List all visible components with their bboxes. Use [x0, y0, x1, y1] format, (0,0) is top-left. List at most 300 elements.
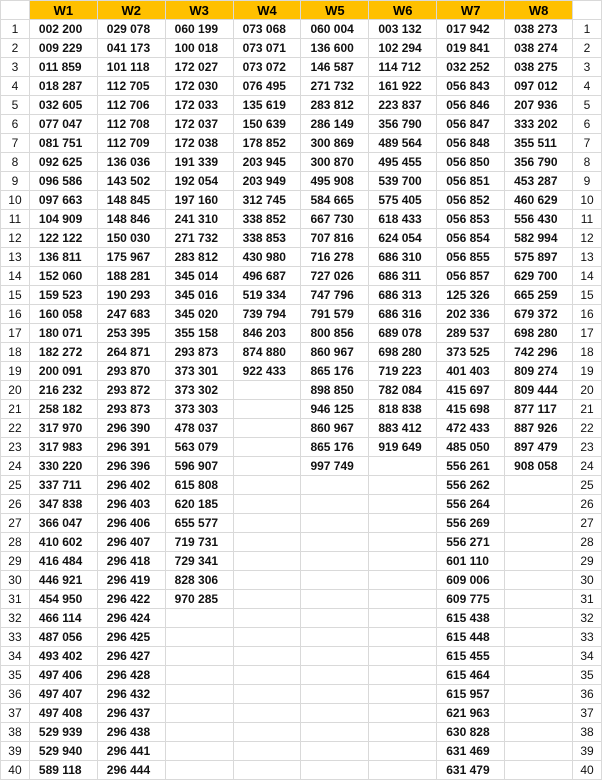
table-cell-w3[interactable]: 828 306	[165, 571, 233, 590]
table-cell-w4[interactable]: 178 852	[233, 134, 301, 153]
table-cell-w4[interactable]	[233, 571, 301, 590]
table-cell-w7[interactable]: 415 697	[437, 381, 505, 400]
table-cell-w4[interactable]: 150 639	[233, 115, 301, 134]
table-cell-w1[interactable]: 104 909	[29, 210, 97, 229]
table-cell-w3[interactable]: 192 054	[165, 172, 233, 191]
table-cell-w7[interactable]: 056 847	[437, 115, 505, 134]
table-cell-w6[interactable]	[369, 628, 437, 647]
table-cell-w5[interactable]: 136 600	[301, 39, 369, 58]
table-cell-w2[interactable]: 175 967	[97, 248, 165, 267]
table-cell-w6[interactable]: 223 837	[369, 96, 437, 115]
table-cell-w8[interactable]: 877 117	[505, 400, 573, 419]
table-cell-w2[interactable]: 296 418	[97, 552, 165, 571]
table-cell-w2[interactable]: 296 390	[97, 419, 165, 438]
table-cell-w8[interactable]: 908 058	[505, 457, 573, 476]
table-cell-w7[interactable]: 556 262	[437, 476, 505, 495]
table-cell-w5[interactable]	[301, 571, 369, 590]
table-cell-w8[interactable]	[505, 590, 573, 609]
table-cell-w4[interactable]	[233, 685, 301, 704]
table-cell-w2[interactable]: 112 705	[97, 77, 165, 96]
table-cell-w5[interactable]	[301, 647, 369, 666]
table-cell-w3[interactable]: 563 079	[165, 438, 233, 457]
table-cell-w8[interactable]	[505, 666, 573, 685]
table-cell-w7[interactable]: 615 455	[437, 647, 505, 666]
table-cell-w2[interactable]: 148 845	[97, 191, 165, 210]
table-cell-w3[interactable]: 620 185	[165, 495, 233, 514]
table-cell-w5[interactable]: 495 908	[301, 172, 369, 191]
table-cell-w3[interactable]	[165, 666, 233, 685]
table-cell-w5[interactable]	[301, 590, 369, 609]
table-cell-w2[interactable]: 296 402	[97, 476, 165, 495]
table-cell-w5[interactable]: 860 967	[301, 419, 369, 438]
table-cell-w1[interactable]: 077 047	[29, 115, 97, 134]
table-cell-w7[interactable]: 056 855	[437, 248, 505, 267]
table-cell-w8[interactable]	[505, 495, 573, 514]
table-cell-w8[interactable]: 556 430	[505, 210, 573, 229]
table-cell-w4[interactable]	[233, 476, 301, 495]
table-cell-w3[interactable]: 373 303	[165, 400, 233, 419]
table-cell-w2[interactable]: 296 391	[97, 438, 165, 457]
table-cell-w2[interactable]: 041 173	[97, 39, 165, 58]
table-cell-w1[interactable]: 097 663	[29, 191, 97, 210]
table-cell-w7[interactable]: 615 464	[437, 666, 505, 685]
table-cell-w6[interactable]: 003 132	[369, 20, 437, 39]
table-cell-w8[interactable]	[505, 742, 573, 761]
table-cell-w7[interactable]: 056 848	[437, 134, 505, 153]
table-cell-w8[interactable]: 809 274	[505, 362, 573, 381]
table-cell-w6[interactable]	[369, 666, 437, 685]
table-cell-w1[interactable]: 018 287	[29, 77, 97, 96]
table-cell-w6[interactable]	[369, 647, 437, 666]
table-cell-w8[interactable]	[505, 761, 573, 780]
table-cell-w6[interactable]	[369, 476, 437, 495]
table-cell-w1[interactable]: 487 056	[29, 628, 97, 647]
table-cell-w2[interactable]: 296 406	[97, 514, 165, 533]
table-cell-w7[interactable]: 056 857	[437, 267, 505, 286]
table-cell-w8[interactable]: 333 202	[505, 115, 573, 134]
table-cell-w2[interactable]: 101 118	[97, 58, 165, 77]
table-cell-w2[interactable]: 296 396	[97, 457, 165, 476]
table-cell-w2[interactable]: 296 403	[97, 495, 165, 514]
table-cell-w3[interactable]: 100 018	[165, 39, 233, 58]
table-cell-w8[interactable]	[505, 552, 573, 571]
table-cell-w1[interactable]: 497 407	[29, 685, 97, 704]
table-cell-w7[interactable]: 615 438	[437, 609, 505, 628]
table-cell-w8[interactable]	[505, 514, 573, 533]
table-cell-w3[interactable]: 970 285	[165, 590, 233, 609]
table-cell-w1[interactable]: 466 114	[29, 609, 97, 628]
table-cell-w5[interactable]	[301, 609, 369, 628]
table-cell-w6[interactable]: 689 078	[369, 324, 437, 343]
table-cell-w7[interactable]: 202 336	[437, 305, 505, 324]
table-cell-w1[interactable]: 009 229	[29, 39, 97, 58]
table-cell-w1[interactable]: 122 122	[29, 229, 97, 248]
table-cell-w7[interactable]: 289 537	[437, 324, 505, 343]
table-cell-w5[interactable]	[301, 495, 369, 514]
table-cell-w4[interactable]: 203 949	[233, 172, 301, 191]
table-cell-w7[interactable]: 609 775	[437, 590, 505, 609]
table-cell-w3[interactable]: 283 812	[165, 248, 233, 267]
table-cell-w2[interactable]: 143 502	[97, 172, 165, 191]
table-cell-w2[interactable]: 112 709	[97, 134, 165, 153]
table-cell-w2[interactable]: 296 427	[97, 647, 165, 666]
table-cell-w2[interactable]: 293 872	[97, 381, 165, 400]
table-cell-w7[interactable]: 630 828	[437, 723, 505, 742]
table-cell-w7[interactable]: 373 525	[437, 343, 505, 362]
table-cell-w4[interactable]: 076 495	[233, 77, 301, 96]
table-cell-w5[interactable]: 667 730	[301, 210, 369, 229]
table-cell-w5[interactable]: 146 587	[301, 58, 369, 77]
table-cell-w1[interactable]: 317 970	[29, 419, 97, 438]
table-cell-w2[interactable]: 296 437	[97, 704, 165, 723]
table-cell-w1[interactable]: 416 484	[29, 552, 97, 571]
table-cell-w3[interactable]: 172 037	[165, 115, 233, 134]
table-cell-w5[interactable]	[301, 552, 369, 571]
column-header-w5[interactable]: W5	[301, 1, 369, 20]
column-header-w4[interactable]: W4	[233, 1, 301, 20]
table-cell-w7[interactable]: 056 843	[437, 77, 505, 96]
table-cell-w5[interactable]	[301, 723, 369, 742]
table-cell-w4[interactable]: 073 068	[233, 20, 301, 39]
table-cell-w5[interactable]	[301, 761, 369, 780]
column-header-w8[interactable]: W8	[505, 1, 573, 20]
table-cell-w2[interactable]: 296 444	[97, 761, 165, 780]
table-cell-w8[interactable]	[505, 704, 573, 723]
table-cell-w8[interactable]: 356 790	[505, 153, 573, 172]
table-cell-w7[interactable]: 415 698	[437, 400, 505, 419]
table-cell-w7[interactable]: 556 261	[437, 457, 505, 476]
table-cell-w5[interactable]	[301, 533, 369, 552]
table-cell-w8[interactable]: 355 511	[505, 134, 573, 153]
table-cell-w7[interactable]: 621 963	[437, 704, 505, 723]
table-cell-w3[interactable]	[165, 609, 233, 628]
table-cell-w4[interactable]: 338 852	[233, 210, 301, 229]
table-cell-w4[interactable]	[233, 609, 301, 628]
table-cell-w7[interactable]: 056 852	[437, 191, 505, 210]
table-cell-w2[interactable]: 296 422	[97, 590, 165, 609]
table-cell-w3[interactable]	[165, 723, 233, 742]
table-cell-w2[interactable]: 296 424	[97, 609, 165, 628]
table-cell-w4[interactable]	[233, 666, 301, 685]
table-cell-w4[interactable]	[233, 742, 301, 761]
column-header-w3[interactable]: W3	[165, 1, 233, 20]
table-cell-w2[interactable]: 150 030	[97, 229, 165, 248]
table-cell-w1[interactable]: 092 625	[29, 153, 97, 172]
table-cell-w6[interactable]: 719 223	[369, 362, 437, 381]
table-cell-w1[interactable]: 159 523	[29, 286, 97, 305]
table-cell-w7[interactable]: 556 264	[437, 495, 505, 514]
table-cell-w6[interactable]: 686 313	[369, 286, 437, 305]
table-cell-w2[interactable]: 293 873	[97, 400, 165, 419]
table-cell-w8[interactable]: 097 012	[505, 77, 573, 96]
table-cell-w1[interactable]: 200 091	[29, 362, 97, 381]
table-cell-w7[interactable]: 125 326	[437, 286, 505, 305]
table-cell-w3[interactable]	[165, 742, 233, 761]
table-cell-w1[interactable]: 160 058	[29, 305, 97, 324]
table-cell-w1[interactable]: 529 939	[29, 723, 97, 742]
table-cell-w2[interactable]: 136 036	[97, 153, 165, 172]
table-cell-w8[interactable]	[505, 723, 573, 742]
table-cell-w6[interactable]	[369, 552, 437, 571]
table-cell-w8[interactable]	[505, 609, 573, 628]
table-cell-w2[interactable]: 293 870	[97, 362, 165, 381]
table-cell-w8[interactable]: 575 897	[505, 248, 573, 267]
table-cell-w5[interactable]: 716 278	[301, 248, 369, 267]
table-cell-w8[interactable]	[505, 533, 573, 552]
table-cell-w4[interactable]	[233, 590, 301, 609]
table-cell-w1[interactable]: 096 586	[29, 172, 97, 191]
table-cell-w8[interactable]: 582 994	[505, 229, 573, 248]
table-cell-w3[interactable]: 373 302	[165, 381, 233, 400]
table-cell-w2[interactable]: 296 441	[97, 742, 165, 761]
table-cell-w2[interactable]: 112 706	[97, 96, 165, 115]
table-cell-w4[interactable]	[233, 628, 301, 647]
table-cell-w4[interactable]	[233, 457, 301, 476]
table-cell-w1[interactable]: 454 950	[29, 590, 97, 609]
table-cell-w7[interactable]: 472 433	[437, 419, 505, 438]
table-cell-w7[interactable]: 056 853	[437, 210, 505, 229]
table-cell-w7[interactable]: 631 469	[437, 742, 505, 761]
table-cell-w5[interactable]: 860 967	[301, 343, 369, 362]
table-cell-w5[interactable]: 800 856	[301, 324, 369, 343]
table-cell-w8[interactable]: 665 259	[505, 286, 573, 305]
table-cell-w3[interactable]: 478 037	[165, 419, 233, 438]
table-cell-w8[interactable]: 897 479	[505, 438, 573, 457]
table-cell-w7[interactable]: 609 006	[437, 571, 505, 590]
table-cell-w7[interactable]: 615 448	[437, 628, 505, 647]
table-cell-w4[interactable]: 496 687	[233, 267, 301, 286]
table-cell-w5[interactable]: 283 812	[301, 96, 369, 115]
table-cell-w3[interactable]	[165, 704, 233, 723]
table-cell-w5[interactable]: 300 870	[301, 153, 369, 172]
table-cell-w1[interactable]: 216 232	[29, 381, 97, 400]
table-cell-w3[interactable]: 729 341	[165, 552, 233, 571]
table-cell-w6[interactable]: 575 405	[369, 191, 437, 210]
table-cell-w1[interactable]: 317 983	[29, 438, 97, 457]
table-cell-w1[interactable]: 446 921	[29, 571, 97, 590]
table-cell-w2[interactable]: 296 428	[97, 666, 165, 685]
table-cell-w6[interactable]: 686 311	[369, 267, 437, 286]
table-cell-w6[interactable]: 618 433	[369, 210, 437, 229]
table-cell-w6[interactable]	[369, 457, 437, 476]
table-cell-w5[interactable]: 584 665	[301, 191, 369, 210]
table-cell-w5[interactable]	[301, 704, 369, 723]
table-cell-w5[interactable]: 060 004	[301, 20, 369, 39]
table-cell-w4[interactable]	[233, 514, 301, 533]
table-cell-w3[interactable]: 172 030	[165, 77, 233, 96]
table-cell-w8[interactable]: 887 926	[505, 419, 573, 438]
table-cell-w1[interactable]: 497 408	[29, 704, 97, 723]
table-cell-w4[interactable]: 135 619	[233, 96, 301, 115]
table-cell-w4[interactable]	[233, 647, 301, 666]
table-cell-w4[interactable]	[233, 400, 301, 419]
table-cell-w1[interactable]: 529 940	[29, 742, 97, 761]
column-header-w2[interactable]: W2	[97, 1, 165, 20]
table-cell-w3[interactable]: 345 014	[165, 267, 233, 286]
column-header-w6[interactable]: W6	[369, 1, 437, 20]
table-cell-w4[interactable]	[233, 438, 301, 457]
table-cell-w3[interactable]: 655 577	[165, 514, 233, 533]
table-cell-w8[interactable]	[505, 647, 573, 666]
table-cell-w5[interactable]: 271 732	[301, 77, 369, 96]
column-header-w7[interactable]: W7	[437, 1, 505, 20]
table-cell-w5[interactable]	[301, 742, 369, 761]
table-cell-w3[interactable]: 596 907	[165, 457, 233, 476]
table-cell-w5[interactable]: 791 579	[301, 305, 369, 324]
table-cell-w1[interactable]: 330 220	[29, 457, 97, 476]
table-cell-w3[interactable]: 241 310	[165, 210, 233, 229]
table-cell-w1[interactable]: 589 118	[29, 761, 97, 780]
table-cell-w1[interactable]: 002 200	[29, 20, 97, 39]
table-cell-w6[interactable]: 686 310	[369, 248, 437, 267]
table-cell-w3[interactable]: 373 301	[165, 362, 233, 381]
table-cell-w1[interactable]: 081 751	[29, 134, 97, 153]
table-cell-w4[interactable]: 338 853	[233, 229, 301, 248]
table-cell-w6[interactable]: 698 280	[369, 343, 437, 362]
table-cell-w6[interactable]: 161 922	[369, 77, 437, 96]
table-cell-w3[interactable]: 293 873	[165, 343, 233, 362]
table-cell-w5[interactable]: 997 749	[301, 457, 369, 476]
table-cell-w8[interactable]	[505, 476, 573, 495]
table-cell-w6[interactable]	[369, 514, 437, 533]
table-cell-w4[interactable]: 312 745	[233, 191, 301, 210]
table-cell-w6[interactable]: 883 412	[369, 419, 437, 438]
table-cell-w4[interactable]: 203 945	[233, 153, 301, 172]
table-cell-w4[interactable]: 519 334	[233, 286, 301, 305]
table-cell-w1[interactable]: 180 071	[29, 324, 97, 343]
table-cell-w2[interactable]: 029 078	[97, 20, 165, 39]
table-cell-w6[interactable]: 686 316	[369, 305, 437, 324]
table-cell-w8[interactable]: 460 629	[505, 191, 573, 210]
table-cell-w5[interactable]: 865 176	[301, 362, 369, 381]
table-cell-w6[interactable]	[369, 723, 437, 742]
table-cell-w5[interactable]: 707 816	[301, 229, 369, 248]
table-cell-w6[interactable]: 919 649	[369, 438, 437, 457]
table-cell-w3[interactable]: 271 732	[165, 229, 233, 248]
table-cell-w8[interactable]: 809 444	[505, 381, 573, 400]
table-cell-w4[interactable]: 073 072	[233, 58, 301, 77]
table-cell-w5[interactable]: 286 149	[301, 115, 369, 134]
table-cell-w2[interactable]: 247 683	[97, 305, 165, 324]
table-cell-w7[interactable]: 056 851	[437, 172, 505, 191]
table-cell-w3[interactable]: 172 038	[165, 134, 233, 153]
table-cell-w7[interactable]: 615 957	[437, 685, 505, 704]
table-cell-w6[interactable]	[369, 685, 437, 704]
table-cell-w2[interactable]: 296 419	[97, 571, 165, 590]
table-cell-w2[interactable]: 188 281	[97, 267, 165, 286]
table-cell-w6[interactable]	[369, 609, 437, 628]
table-cell-w7[interactable]: 017 942	[437, 20, 505, 39]
table-cell-w5[interactable]: 727 026	[301, 267, 369, 286]
table-cell-w6[interactable]: 489 564	[369, 134, 437, 153]
table-cell-w8[interactable]: 038 273	[505, 20, 573, 39]
table-cell-w7[interactable]: 485 050	[437, 438, 505, 457]
table-cell-w8[interactable]: 629 700	[505, 267, 573, 286]
table-cell-w3[interactable]: 060 199	[165, 20, 233, 39]
table-cell-w7[interactable]: 032 252	[437, 58, 505, 77]
table-cell-w6[interactable]: 624 054	[369, 229, 437, 248]
table-cell-w2[interactable]: 296 432	[97, 685, 165, 704]
table-cell-w8[interactable]: 679 372	[505, 305, 573, 324]
table-cell-w7[interactable]: 019 841	[437, 39, 505, 58]
table-cell-w4[interactable]: 430 980	[233, 248, 301, 267]
table-cell-w6[interactable]: 495 455	[369, 153, 437, 172]
table-cell-w8[interactable]	[505, 571, 573, 590]
table-cell-w1[interactable]: 347 838	[29, 495, 97, 514]
table-cell-w6[interactable]	[369, 533, 437, 552]
table-cell-w5[interactable]: 946 125	[301, 400, 369, 419]
table-cell-w6[interactable]	[369, 590, 437, 609]
table-cell-w7[interactable]: 556 269	[437, 514, 505, 533]
table-cell-w1[interactable]: 011 859	[29, 58, 97, 77]
table-cell-w7[interactable]: 631 479	[437, 761, 505, 780]
table-cell-w2[interactable]: 190 293	[97, 286, 165, 305]
table-cell-w4[interactable]	[233, 495, 301, 514]
table-cell-w7[interactable]: 056 854	[437, 229, 505, 248]
table-cell-w6[interactable]	[369, 571, 437, 590]
table-cell-w2[interactable]: 264 871	[97, 343, 165, 362]
table-cell-w4[interactable]: 874 880	[233, 343, 301, 362]
table-cell-w8[interactable]	[505, 685, 573, 704]
table-cell-w1[interactable]: 497 406	[29, 666, 97, 685]
table-cell-w5[interactable]: 300 869	[301, 134, 369, 153]
table-cell-w7[interactable]: 601 110	[437, 552, 505, 571]
table-cell-w8[interactable]	[505, 628, 573, 647]
table-cell-w8[interactable]: 038 274	[505, 39, 573, 58]
table-cell-w3[interactable]: 191 339	[165, 153, 233, 172]
table-cell-w3[interactable]: 197 160	[165, 191, 233, 210]
table-cell-w4[interactable]	[233, 552, 301, 571]
table-cell-w3[interactable]: 345 016	[165, 286, 233, 305]
table-cell-w4[interactable]	[233, 761, 301, 780]
table-cell-w3[interactable]: 615 808	[165, 476, 233, 495]
table-cell-w5[interactable]: 747 796	[301, 286, 369, 305]
table-cell-w3[interactable]: 719 731	[165, 533, 233, 552]
table-cell-w4[interactable]: 739 794	[233, 305, 301, 324]
table-cell-w1[interactable]: 493 402	[29, 647, 97, 666]
table-cell-w3[interactable]: 172 027	[165, 58, 233, 77]
table-cell-w3[interactable]	[165, 761, 233, 780]
table-cell-w4[interactable]	[233, 533, 301, 552]
table-cell-w3[interactable]	[165, 647, 233, 666]
table-cell-w5[interactable]	[301, 514, 369, 533]
table-cell-w1[interactable]: 182 272	[29, 343, 97, 362]
table-cell-w5[interactable]	[301, 628, 369, 647]
table-cell-w7[interactable]: 401 403	[437, 362, 505, 381]
table-cell-w3[interactable]: 345 020	[165, 305, 233, 324]
table-cell-w6[interactable]	[369, 495, 437, 514]
table-cell-w2[interactable]: 296 407	[97, 533, 165, 552]
table-cell-w5[interactable]	[301, 666, 369, 685]
table-cell-w4[interactable]: 846 203	[233, 324, 301, 343]
table-cell-w6[interactable]: 114 712	[369, 58, 437, 77]
table-cell-w4[interactable]: 073 071	[233, 39, 301, 58]
table-cell-w1[interactable]: 136 811	[29, 248, 97, 267]
table-cell-w1[interactable]: 032 605	[29, 96, 97, 115]
table-cell-w1[interactable]: 366 047	[29, 514, 97, 533]
table-cell-w4[interactable]	[233, 704, 301, 723]
table-cell-w6[interactable]	[369, 704, 437, 723]
table-cell-w7[interactable]: 056 850	[437, 153, 505, 172]
table-cell-w8[interactable]: 698 280	[505, 324, 573, 343]
table-cell-w2[interactable]: 112 708	[97, 115, 165, 134]
table-cell-w8[interactable]: 207 936	[505, 96, 573, 115]
table-cell-w5[interactable]	[301, 476, 369, 495]
table-cell-w7[interactable]: 556 271	[437, 533, 505, 552]
table-cell-w2[interactable]: 296 438	[97, 723, 165, 742]
table-cell-w8[interactable]: 742 296	[505, 343, 573, 362]
table-cell-w4[interactable]: 922 433	[233, 362, 301, 381]
